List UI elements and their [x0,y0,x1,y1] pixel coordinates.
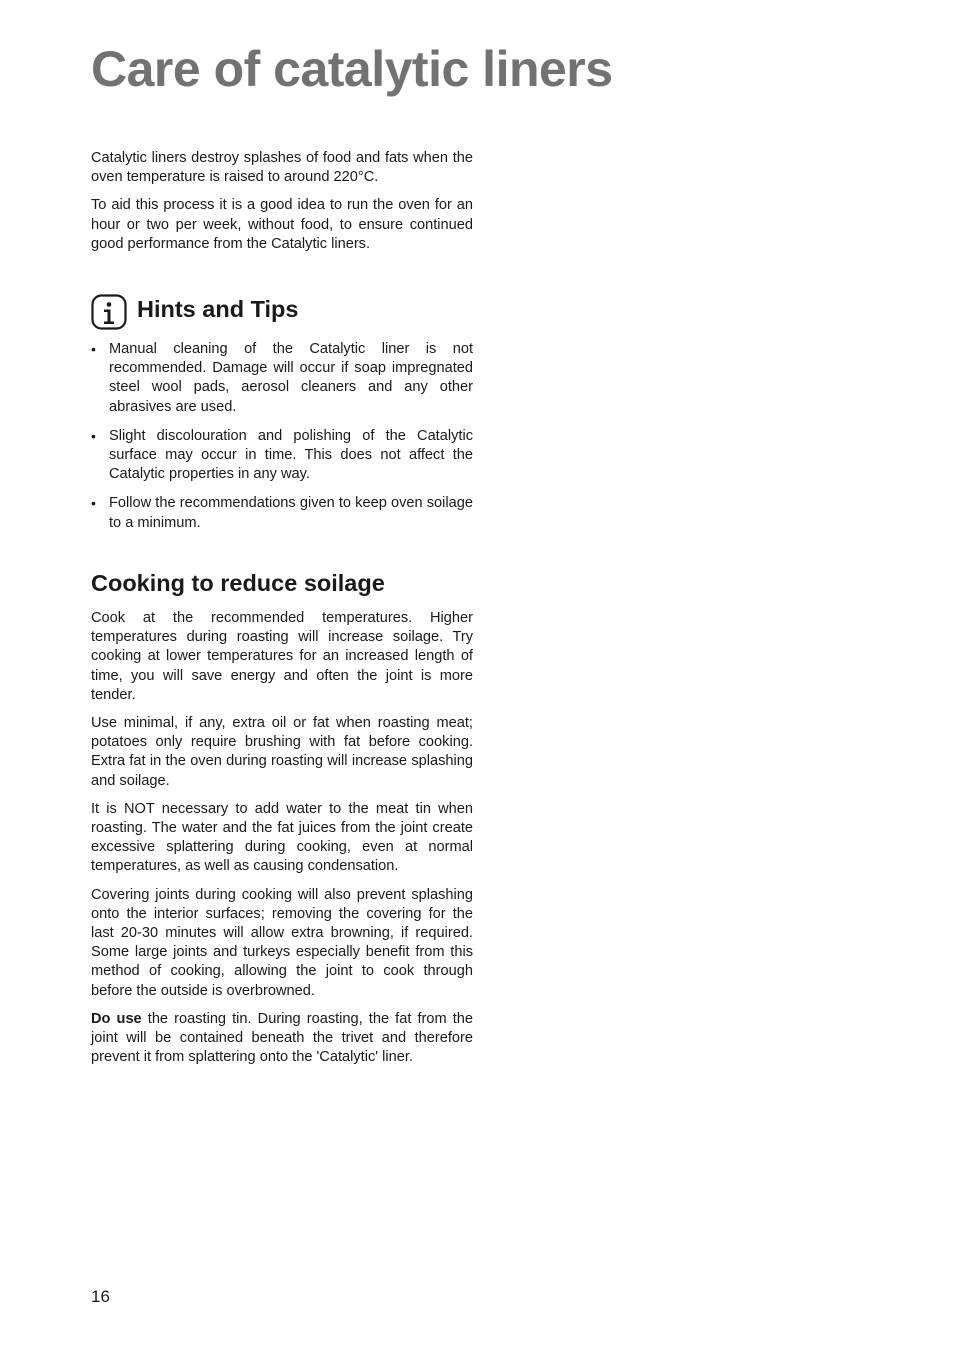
cooking-section [91,609,473,1067]
list-item-text: Slight discolouration and polishing of the Catalytic surface may occur in time. This does not affect the Catalytic properties in any way. [109,427,473,483]
info-icon [91,294,127,330]
bullet: • [91,427,96,444]
list-item-text: Manual cleaning of the Catalytic liner is not recommended. Damage will occur if soap impregnated steel wool pads, aerosol cleaners and any other abrasives are used. [109,341,473,415]
hints-heading [91,294,298,332]
cooking-paragraph: Use minimal, if any, extra oil or fat when roasting meat; potatoes only require brushing with fat before cooking. Extra fat in the oven during roasting will increase splashing and soilage. [91,715,473,789]
hints-title: Hints and Tips [137,296,299,322]
page-number: 16 [91,1287,110,1306]
page-title: Care of catalytic liners [91,41,613,97]
cooking-paragraph: Covering joints during cooking will also prevent splashing onto the interior surfaces; removing the covering for the last 20-30 minutes will allow extra browning, if required. Some large joints and turkeys especially benefit from this method of cooking, allowing the joint to cook through before the outside is overbrowned. [91,886,473,999]
section-title-cooking: Cooking to reduce soilage [91,570,385,596]
hints-list-container [91,340,473,533]
bullet: • [91,341,96,357]
hints-list [91,340,473,533]
cooking-paragraph-do-use [91,1010,473,1068]
bold-lead: Do use [91,1010,142,1027]
intro-paragraph: To aid this process it is a good idea to run the oven for an hour or two per week, without food, to ensure continued good performance from the Catalytic liners. [91,197,473,252]
list-item [91,494,473,532]
cooking-paragraph: It is NOT necessary to add water to the meat tin when roasting. The water and the fat juices from the joint create excessive splattering during cooking, even at normal temperatures, as well as causing condensation. [91,800,473,875]
list-item-text: Follow the recommendations given to keep oven soilage to a minimum. [109,495,473,531]
list-item [91,427,473,485]
bullet: • [91,495,96,512]
paragraph-text: the roasting tin. During roasting, the fat from the joint will be contained beneath the trivet and therefore prevent it from splattering onto the 'Catalytic' liner. [91,1010,474,1066]
list-item [91,340,473,417]
intro-section [91,149,473,254]
intro-paragraph: Catalytic liners destroy splashes of food and fats when the oven temperature is raised to around 220°C. [91,150,473,186]
cooking-paragraph: Cook at the recommended temperatures. Higher temperatures during roasting will increase soilage. Try cooking at lower temperatures for an increased length of time, you will save energy and often the joint is more tender. [91,610,473,703]
